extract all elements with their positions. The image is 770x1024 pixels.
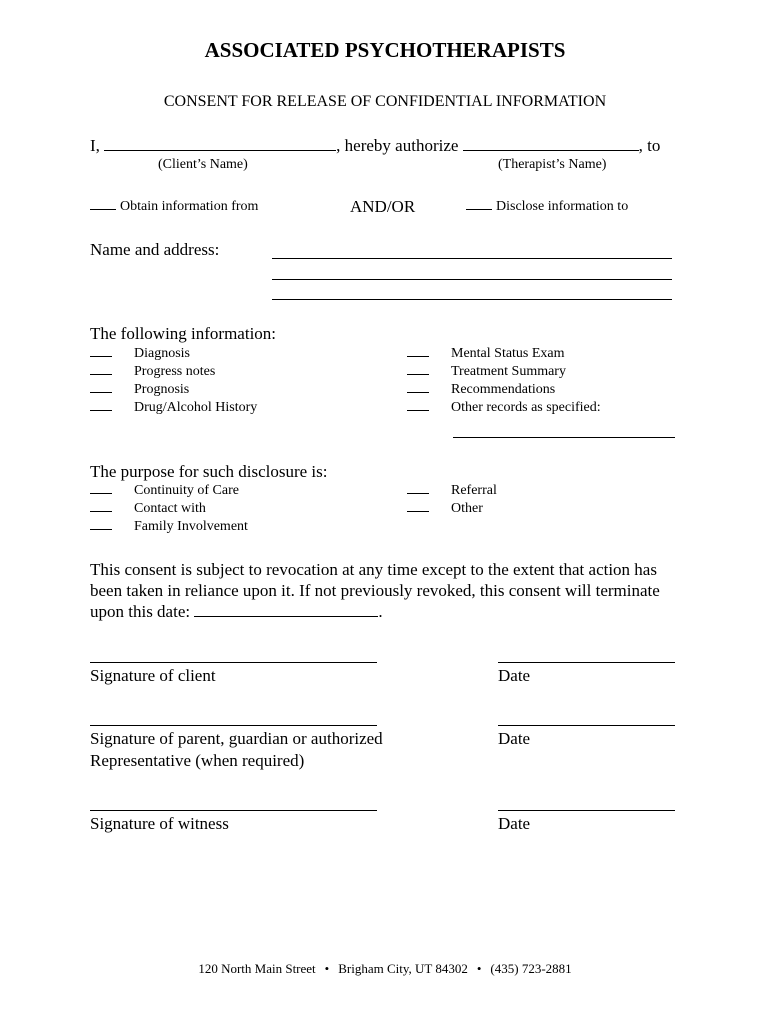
info-checkbox[interactable] <box>407 392 429 393</box>
info-item-treatment-summary <box>407 364 566 380</box>
footer-city: Brigham City, UT 84302 <box>338 961 468 976</box>
info-checkbox[interactable] <box>90 410 112 411</box>
revocation-paragraph <box>90 559 670 622</box>
bullet-icon: • <box>324 961 330 976</box>
authorization-line <box>90 136 660 156</box>
revocation-text: This consent is subject to revocation at any time except to the extent that action has been taken in reliance upon it. If not previously revoked, this consent will terminate upon this date: <box>90 560 660 621</box>
info-item-label: Mental Status Exam <box>451 346 565 361</box>
info-item-progress-notes <box>90 364 215 380</box>
client-name-field[interactable] <box>104 149 336 151</box>
info-item-label: Diagnosis <box>134 346 190 361</box>
purpose-item-continuity <box>90 483 239 499</box>
info-item-recommendations <box>407 382 555 398</box>
information-heading: The following information: <box>90 324 277 343</box>
purpose-item-other <box>407 501 483 517</box>
guardian-signature-label: Signature of parent, guardian or authorized <box>90 729 383 748</box>
disclose-label: Disclose information to <box>496 199 629 214</box>
purpose-checkbox[interactable] <box>90 511 112 512</box>
client-signature-label: Signature of client <box>90 666 216 685</box>
bullet-icon: • <box>476 961 482 976</box>
info-checkbox[interactable] <box>407 374 429 375</box>
client-signature-field[interactable] <box>90 662 377 663</box>
info-checkbox[interactable] <box>90 356 112 357</box>
name-address-field-1[interactable] <box>272 258 672 259</box>
purpose-item-label: Contact with <box>134 501 206 516</box>
info-item-other-records <box>407 400 601 416</box>
obtain-label: Obtain information from <box>120 199 259 214</box>
info-item-drug-alcohol <box>90 400 257 416</box>
disclose-option <box>466 199 628 215</box>
footer-address <box>0 961 770 977</box>
name-address-field-3[interactable] <box>272 299 672 300</box>
witness-signature-field[interactable] <box>90 810 377 811</box>
termination-date-field[interactable] <box>194 615 378 617</box>
revocation-period: . <box>378 602 383 621</box>
page-title: ASSOCIATED PSYCHOTHERAPISTS <box>204 38 566 62</box>
purpose-item-label: Other <box>451 501 483 516</box>
guardian-date-label: Date <box>498 729 531 748</box>
guardian-signature-field[interactable] <box>90 725 377 726</box>
witness-date-field[interactable] <box>498 810 675 811</box>
authorization-suffix: , to <box>638 136 661 155</box>
client-date-field[interactable] <box>498 662 675 663</box>
witness-date-label: Date <box>498 814 531 833</box>
purpose-item-label: Family Involvement <box>134 519 248 534</box>
info-item-prognosis <box>90 382 189 398</box>
witness-signature-label: Signature of witness <box>90 814 229 833</box>
purpose-checkbox[interactable] <box>407 511 429 512</box>
info-item-label: Recommendations <box>451 382 556 397</box>
purpose-item-contact <box>90 501 206 517</box>
purpose-heading: The purpose for such disclosure is: <box>90 462 328 481</box>
form-subtitle: CONSENT FOR RELEASE OF CONFIDENTIAL INFORMATION <box>163 93 607 110</box>
purpose-checkbox[interactable] <box>90 529 112 530</box>
purpose-checkbox[interactable] <box>90 493 112 494</box>
purpose-item-referral <box>407 483 497 499</box>
info-checkbox[interactable] <box>90 392 112 393</box>
footer-street: 120 North Main Street <box>198 961 316 976</box>
obtain-option <box>90 199 258 215</box>
footer-phone: (435) 723-2881 <box>490 961 572 976</box>
purpose-item-label: Referral <box>451 483 497 498</box>
obtain-checkbox[interactable] <box>90 209 116 210</box>
info-item-label: Progress notes <box>134 364 216 379</box>
therapist-name-field[interactable] <box>463 149 639 151</box>
disclose-checkbox[interactable] <box>466 209 492 210</box>
authorization-middle: , hereby authorize <box>336 136 459 155</box>
info-item-label: Prognosis <box>134 382 190 397</box>
client-name-caption: (Client’s Name) <box>158 157 248 172</box>
info-item-label: Treatment Summary <box>451 364 566 379</box>
info-checkbox[interactable] <box>407 410 429 411</box>
client-date-label: Date <box>498 666 531 685</box>
guardian-signature-label-2: Representative (when required) <box>90 751 305 770</box>
info-item-mental-status <box>407 346 565 362</box>
other-records-field[interactable] <box>453 437 675 438</box>
and-or-label: AND/OR <box>350 197 416 216</box>
name-address-field-2[interactable] <box>272 279 672 280</box>
info-item-label: Drug/Alcohol History <box>134 400 258 415</box>
authorization-prefix: I, <box>90 136 100 155</box>
info-checkbox[interactable] <box>90 374 112 375</box>
therapist-name-caption: (Therapist’s Name) <box>498 157 607 172</box>
name-address-label: Name and address: <box>90 240 220 259</box>
info-checkbox[interactable] <box>407 356 429 357</box>
purpose-item-label: Continuity of Care <box>134 483 239 498</box>
info-item-label: Other records as specified: <box>451 400 601 415</box>
purpose-checkbox[interactable] <box>407 493 429 494</box>
info-item-diagnosis <box>90 346 190 362</box>
purpose-item-family <box>90 519 248 535</box>
guardian-date-field[interactable] <box>498 725 675 726</box>
